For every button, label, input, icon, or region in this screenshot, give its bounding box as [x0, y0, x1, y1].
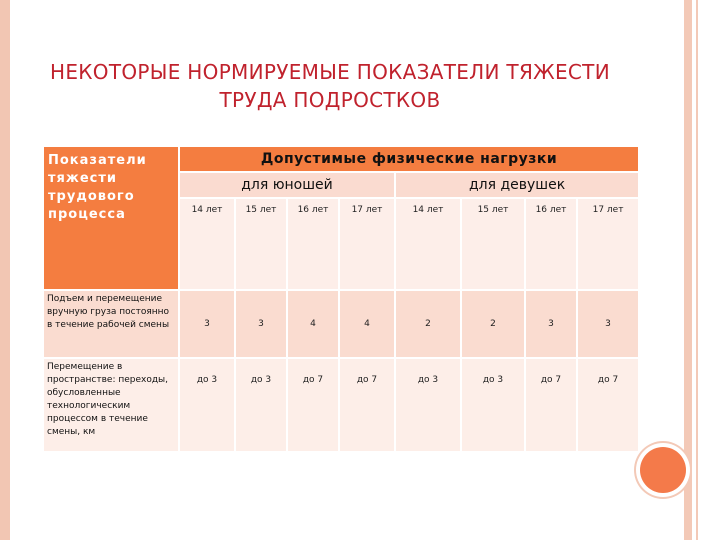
age-header: 16 лет	[526, 199, 576, 289]
row-label: Перемещение в пространстве: переходы, обусловленные технологическим процессом в течение смены, км	[44, 359, 178, 451]
main-header: Допустимые физические нагрузки	[180, 147, 638, 171]
age-header: 15 лет	[236, 199, 286, 289]
age-header: 15 лет	[462, 199, 524, 289]
table-cell: до 7	[340, 359, 394, 451]
table-cell: до 3	[462, 359, 524, 451]
table-cell: 4	[288, 291, 338, 357]
age-header: 17 лет	[340, 199, 394, 289]
table-cell: до 7	[578, 359, 638, 451]
table-cell: 4	[340, 291, 394, 357]
left-decor-border	[0, 0, 10, 540]
age-header: 16 лет	[288, 199, 338, 289]
row-label: Подъем и перемещение вручную груза постоянно в течение рабочей смены	[44, 291, 178, 357]
age-header: 14 лет	[396, 199, 460, 289]
table-cell: до 3	[236, 359, 286, 451]
table-row	[44, 359, 638, 451]
norms-table	[42, 145, 640, 453]
age-header: 17 лет	[578, 199, 638, 289]
table-cell: до 3	[396, 359, 460, 451]
age-header: 14 лет	[180, 199, 234, 289]
table-cell: 3	[180, 291, 234, 357]
right-decor-border	[684, 0, 692, 540]
table-cell: до 7	[288, 359, 338, 451]
decor-circle-icon	[640, 447, 686, 493]
corner-header: Показатели тяжести трудового процесса	[44, 147, 178, 289]
table-cell: 3	[526, 291, 576, 357]
slide-title: НЕКОТОРЫЕ НОРМИРУЕМЫЕ ПОКАЗАТЕЛИ ТЯЖЕСТИ ТРУДА ПОДРОСТКОВ	[50, 60, 610, 112]
table-cell: 2	[396, 291, 460, 357]
table-cell: до 7	[526, 359, 576, 451]
right-decor-line	[696, 0, 698, 540]
table-cell: до 3	[180, 359, 234, 451]
table-cell: 3	[578, 291, 638, 357]
group-header-girls: для девушек	[396, 173, 638, 197]
group-header-boys: для юношей	[180, 173, 394, 197]
table-row	[44, 291, 638, 357]
table-cell: 2	[462, 291, 524, 357]
table-cell: 3	[236, 291, 286, 357]
